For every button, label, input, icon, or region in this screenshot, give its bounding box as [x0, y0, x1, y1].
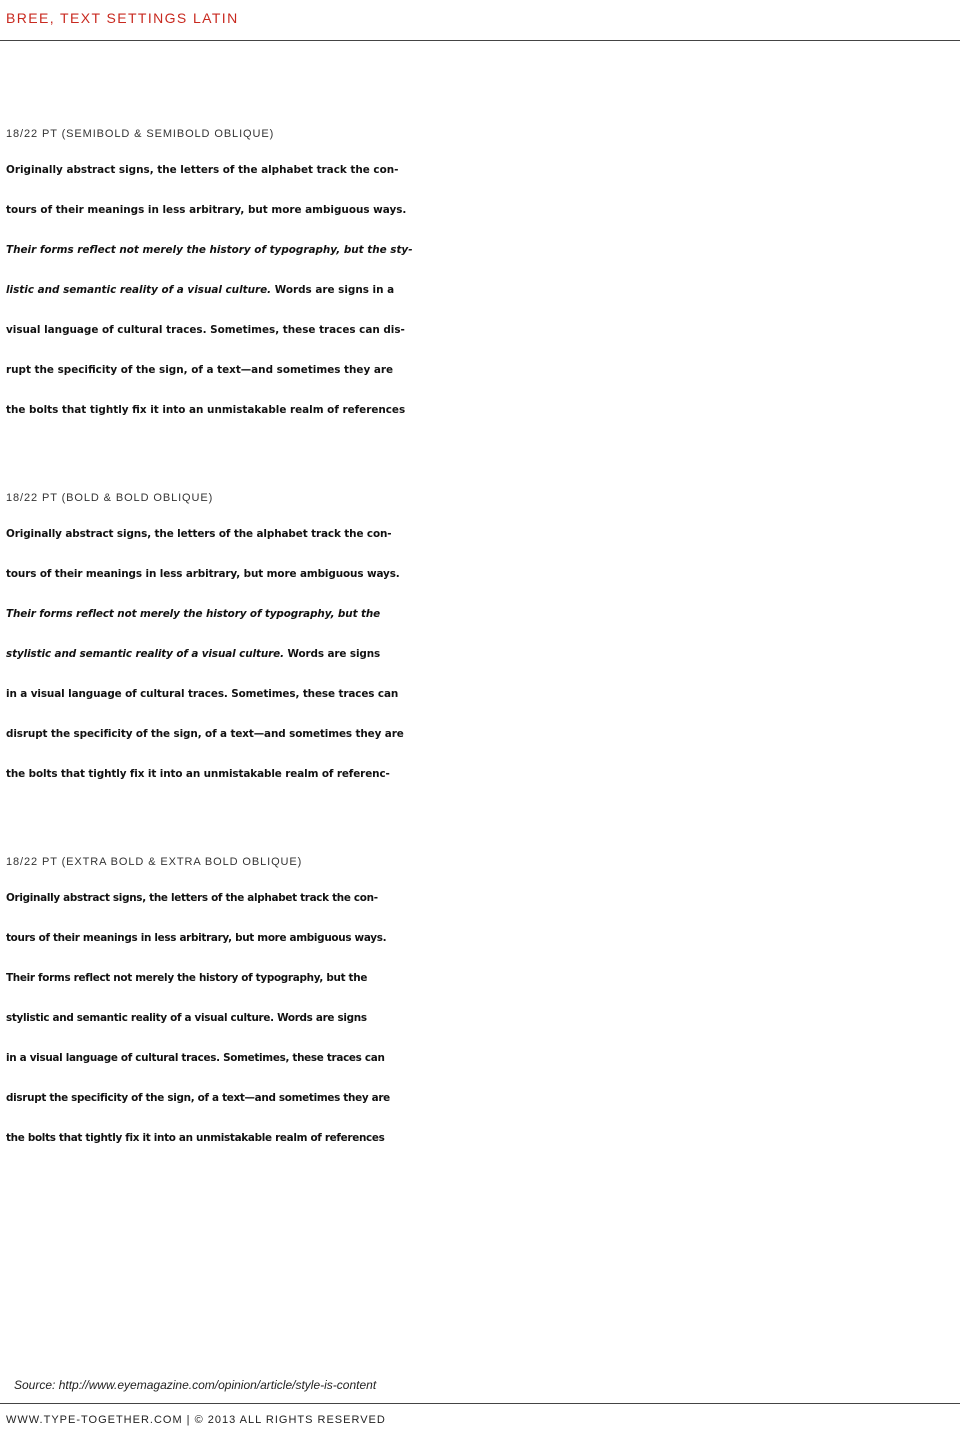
specimen-paragraph: [6, 514, 956, 794]
header-divider: [0, 40, 960, 41]
specimen-line: listic and semantic reality of a visual culture. Words are signs in a: [6, 284, 395, 296]
page-title: BREE, TEXT SETTINGS LATIN: [6, 10, 239, 26]
specimen-line: disrupt the specificity of the sign, of a text—and sometimes they are: [6, 1092, 390, 1104]
section-label: 18/22 PT (SEMIBOLD & SEMIBOLD OBLIQUE): [6, 128, 275, 140]
footer-divider: [0, 1403, 960, 1404]
specimen-section-semibold: [6, 128, 956, 430]
specimen-line: Their forms reflect not merely the history of typography, but the: [6, 972, 368, 984]
specimen-line: Their forms reflect not merely the history of typography, but the sty-: [6, 244, 413, 256]
specimen-line: stylistic and semantic reality of a visual culture. Words are signs: [6, 648, 381, 660]
specimen-line: the bolts that tightly fix it into an unmistakable realm of referenc-: [6, 768, 390, 780]
specimen-line: in a visual language of cultural traces. Sometimes, these traces can: [6, 1052, 385, 1064]
specimen-line: tours of their meanings in less arbitrary, but more ambiguous ways.: [6, 204, 407, 216]
section-label: 18/22 PT (EXTRA BOLD & EXTRA BOLD OBLIQUE): [6, 856, 303, 868]
specimen-paragraph: [6, 878, 956, 1158]
specimen-line: Originally abstract signs, the letters of the alphabet track the con-: [6, 528, 392, 540]
specimen-line: visual language of cultural traces. Sometimes, these traces can dis-: [6, 324, 405, 336]
section-label: 18/22 PT (BOLD & BOLD OBLIQUE): [6, 492, 214, 504]
specimen-line: the bolts that tightly fix it into an unmistakable realm of references: [6, 404, 406, 416]
specimen-line: tours of their meanings in less arbitrary, but more ambiguous ways.: [6, 932, 387, 944]
specimen-paragraph: [6, 150, 956, 430]
footer-text: WWW.TYPE-TOGETHER.COM | © 2013 ALL RIGHTS RESERVED: [6, 1414, 386, 1426]
specimen-line: in a visual language of cultural traces. Sometimes, these traces can: [6, 688, 399, 700]
specimen-line: the bolts that tightly fix it into an unmistakable realm of references: [6, 1132, 385, 1144]
specimen-line: disrupt the specificity of the sign, of a text—and sometimes they are: [6, 728, 404, 740]
specimen-line: Originally abstract signs, the letters of the alphabet track the con-: [6, 164, 399, 176]
specimen-line: Originally abstract signs, the letters of the alphabet track the con-: [6, 892, 378, 904]
specimen-section-extra-bold: [6, 856, 956, 1158]
source-citation: Source: http://www.eyemagazine.com/opinion/article/style-is-content: [14, 1378, 377, 1392]
specimen-line: rupt the specificity of the sign, of a text—and sometimes they are: [6, 364, 394, 376]
specimen-section-bold: [6, 492, 956, 794]
specimen-line: stylistic and semantic reality of a visual culture. Words are signs: [6, 1012, 367, 1024]
specimen-line: Their forms reflect not merely the history of typography, but the: [6, 608, 381, 620]
specimen-line: tours of their meanings in less arbitrary, but more ambiguous ways.: [6, 568, 400, 580]
